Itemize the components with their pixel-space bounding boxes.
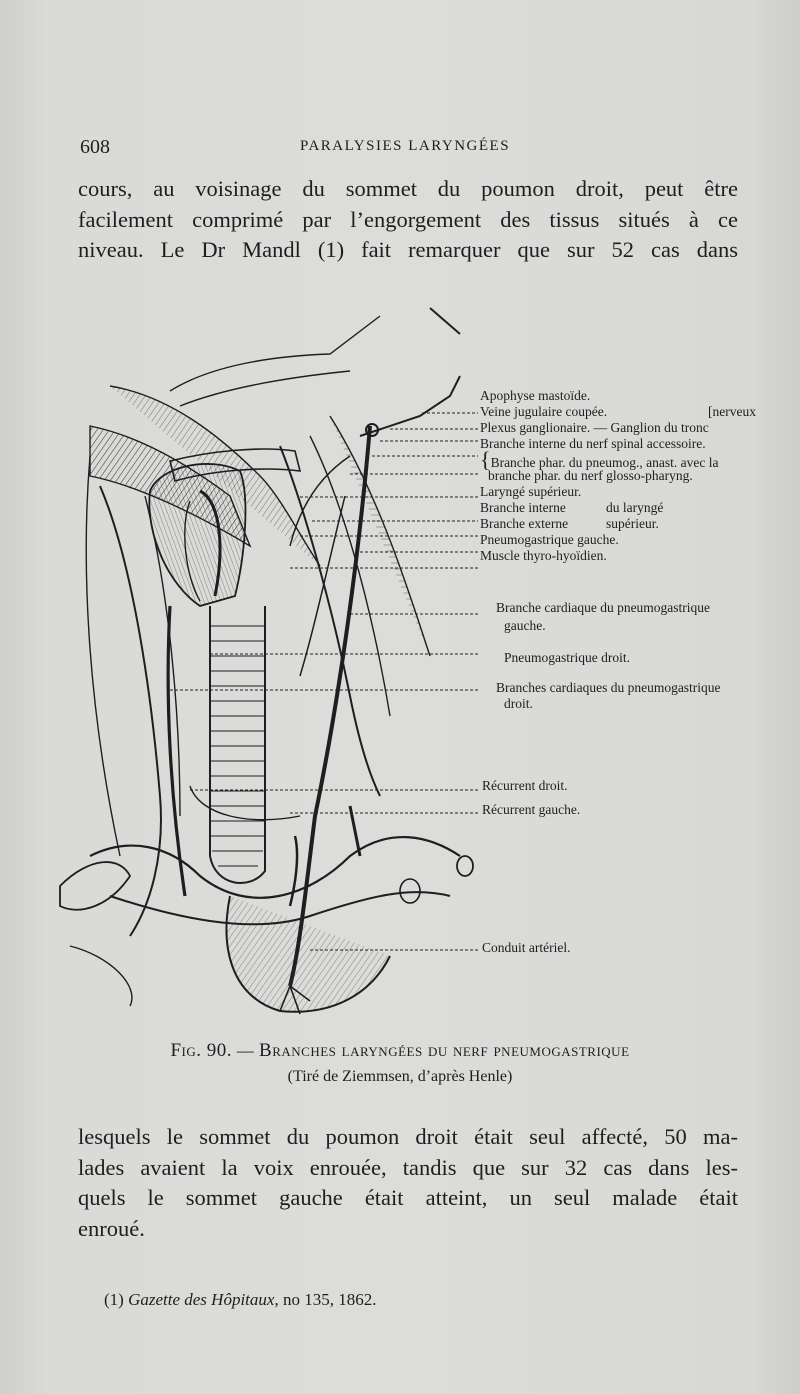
label-conduit-arteriel: Conduit artériel. <box>482 940 571 955</box>
label-veine: Veine jugulaire coupée. <box>480 404 608 419</box>
paragraph-bottom <box>78 1122 738 1244</box>
label-branches-cardiaques: Branches cardiaques du pneumogastrique <box>496 680 721 695</box>
label-spinal: Branche interne du nerf spinal accessoire. <box>480 436 706 451</box>
footnote-marker: (1) <box>104 1290 124 1309</box>
label-laryngé-sup: Laryngé supérieur. <box>480 484 582 499</box>
text-line: lesquels le sommet du poumon droit était seul affecté, 50 ma- <box>78 1124 738 1149</box>
label-droit: droit. <box>504 696 533 711</box>
label-branche-externe: Branche externe <box>480 516 569 531</box>
anatomical-illustration <box>50 296 495 1026</box>
figure-source: (Tiré de Ziemmsen, d’après Henle) <box>287 1068 513 1085</box>
label-glosso: branche phar. du nerf glosso-pharyng. <box>488 468 693 483</box>
label-branche-interne: Branche interne <box>480 500 566 515</box>
footnote-rest: , no 135, 1862. <box>274 1290 377 1309</box>
label-thyro-hyoidien: Muscle thyro-hyoïdien. <box>480 548 607 563</box>
label-branche-cardiaque: Branche cardiaque du pneumogastrique <box>496 600 711 615</box>
label-plexus: Plexus ganglionaire. — Ganglion du tronc <box>480 420 709 435</box>
label-nerveux: [nerveux <box>708 404 756 419</box>
label-du-larynge: du laryngé <box>606 500 664 515</box>
label-apophyse: Apophyse mastoïde. <box>480 388 591 403</box>
text-line: facilement comprimé par l’engorgement des tissus situés à ce <box>78 206 738 232</box>
label-pneumo-droit: Pneumogastrique droit. <box>504 650 630 665</box>
text-line: quels le sommet gauche était atteint, un seul malade était <box>78 1185 738 1210</box>
footnote-journal: Gazette des Hôpitaux <box>128 1290 275 1309</box>
running-header <box>80 136 730 160</box>
label-pneumo-gauche: Pneumogastrique gauche. <box>480 532 619 547</box>
label-branche-phar: {Branche phar. du pneumog., anast. avec la <box>480 447 719 472</box>
footnote <box>104 1290 376 1310</box>
figure-number: Fig. 90. <box>170 1040 233 1061</box>
label-recurrent-droit: Récurrent droit. <box>482 778 568 793</box>
text-line: niveau. Le Dr Mandl (1) fait remarquer que sur 52 cas dans <box>78 237 738 262</box>
label-recurrent-gauche: Récurrent gauche. <box>482 802 581 817</box>
page-number: 608 <box>80 136 110 158</box>
label-superieur: supérieur. <box>606 516 659 531</box>
text-line: lades avaient la voix enrouée, tandis que sur 32 cas dans les- <box>78 1154 738 1180</box>
label-gauche: gauche. <box>504 618 546 633</box>
running-title: PARALYSIES LARYNGÉES <box>300 138 511 154</box>
paragraph-top <box>78 174 738 266</box>
caption-dash: — <box>236 1041 255 1060</box>
text-line: enroué. <box>78 1215 145 1241</box>
figure-caption <box>0 1040 800 1086</box>
text-line: cours, au voisinage du sommet du poumon droit, peut être <box>78 176 738 201</box>
figure-title: Branches laryngées du nerf pneumogastrique <box>259 1040 630 1061</box>
